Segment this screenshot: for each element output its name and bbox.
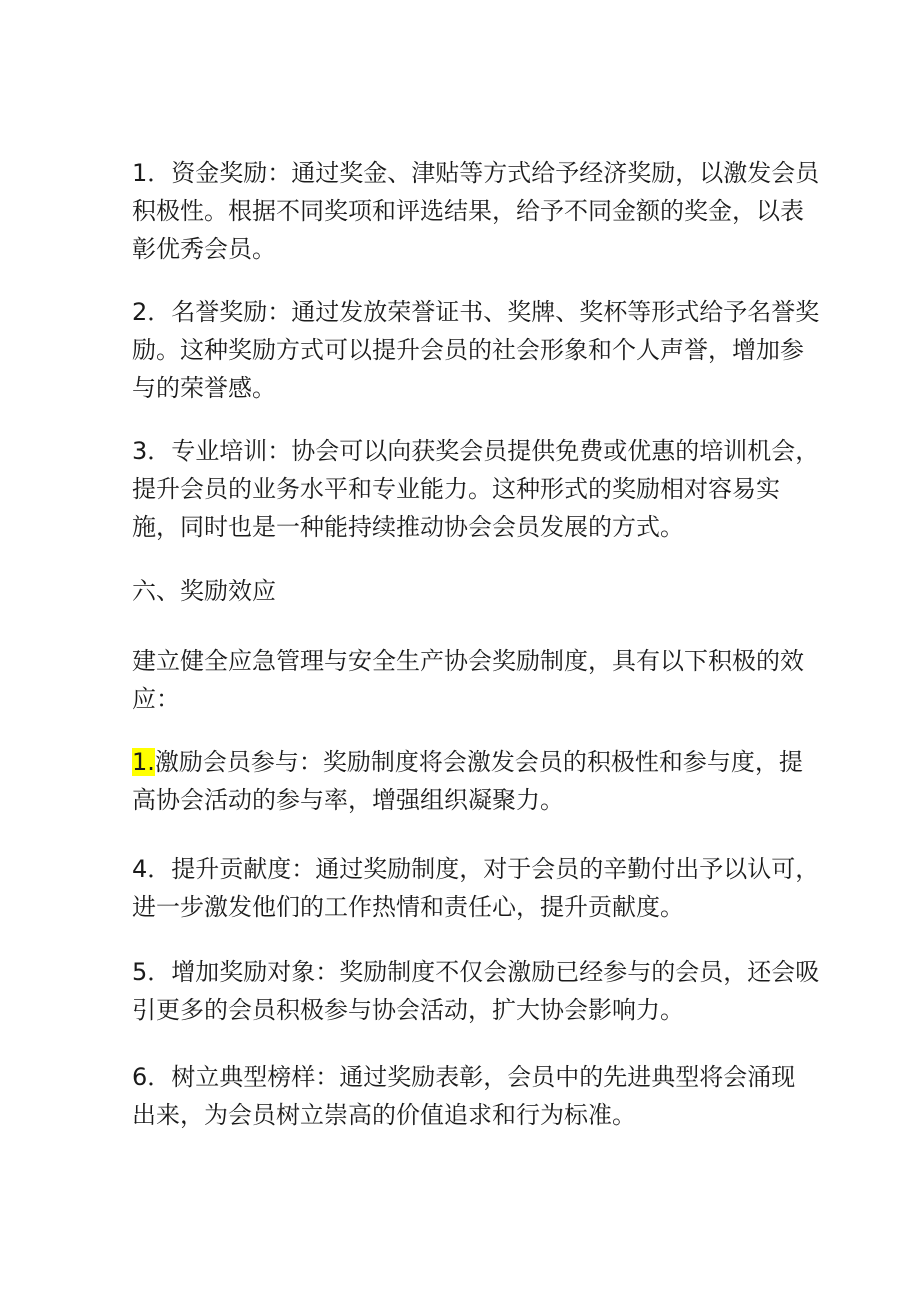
item-6-line-2: 出来，为会员树立崇高的价值追求和行为标准。: [132, 1101, 636, 1129]
item-1-line-3: 彰优秀会员。: [132, 235, 276, 263]
item-2-line-1: 2．名誉奖励：通过发放荣誉证书、奖牌、奖杯等形式给予名誉奖: [132, 298, 820, 326]
item-2-line-3: 与的荣誉感。: [132, 374, 276, 402]
effect-1-line-2: 高协会活动的参与率，增强组织凝聚力。: [132, 786, 564, 814]
highlighted-number: 1.: [132, 748, 155, 776]
effect-1-line-1: [132, 746, 803, 778]
intro-line-1: 建立健全应急管理与安全生产协会奖励制度，具有以下积极的效: [132, 647, 804, 675]
item-5-line-1: 5．增加奖励对象：奖励制度不仅会激励已经参与的会员，还会吸: [132, 958, 820, 986]
item-3-line-3: 施，同时也是一种能持续推动协会会员发展的方式。: [132, 513, 684, 541]
item-3-line-2: 提升会员的业务水平和专业能力。这种形式的奖励相对容易实: [132, 475, 780, 503]
item-5-line-2: 引更多的会员积极参与协会活动，扩大协会影响力。: [132, 996, 684, 1024]
intro-line-2: 应：: [132, 685, 180, 713]
item-4-line-2: 进一步激发他们的工作热情和责任心，提升贡献度。: [132, 893, 684, 921]
item-1-line-2: 积极性。根据不同奖项和评选结果，给予不同金额的奖金，以表: [132, 197, 804, 225]
effect-1-text: 激励会员参与：奖励制度将会激发会员的积极性和参与度，提: [154, 748, 803, 776]
item-2-line-2: 励。这种奖励方式可以提升会员的社会形象和个人声誉，增加参: [132, 336, 804, 364]
item-4-line-1: 4．提升贡献度：通过奖励制度，对于会员的辛勤付出予以认可，: [132, 855, 820, 883]
item-6-line-1: 6．树立典型榜样：通过奖励表彰，会员中的先进典型将会涌现: [132, 1063, 796, 1091]
item-1-line-1: 1．资金奖励：通过奖金、津贴等方式给予经济奖励，以激发会员: [132, 159, 820, 187]
item-3-line-1: 3．专业培训：协会可以向获奖会员提供免费或优惠的培训机会，: [132, 437, 820, 465]
section-heading: 六、奖励效应: [132, 577, 276, 605]
